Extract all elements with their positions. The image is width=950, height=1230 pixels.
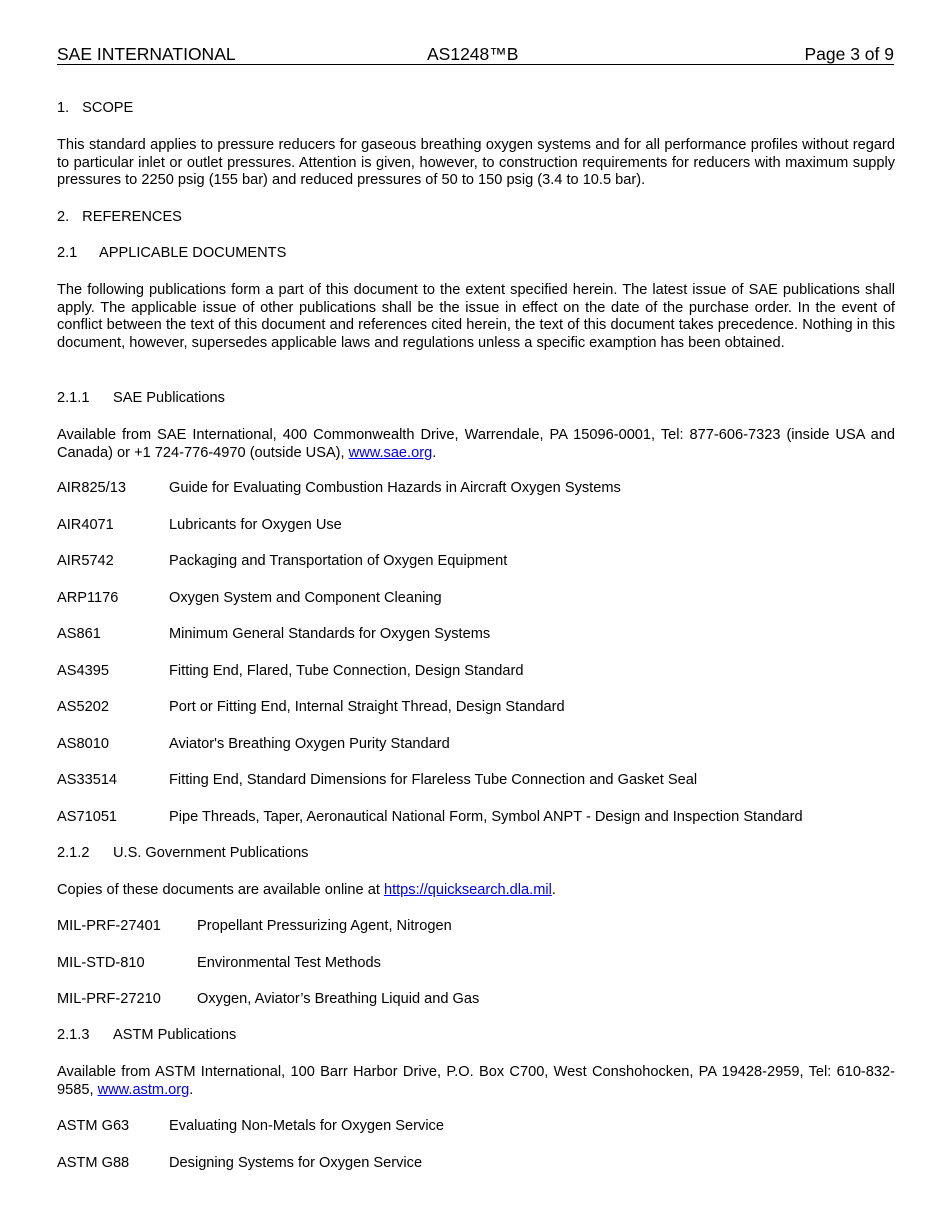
ref-code: AS861 [57, 626, 101, 642]
sae-availability-text: Available from SAE International, 400 Commonwealth Drive, Warrendale, PA 15096-0001, Tel: 877-606-7323 (inside USA and Canada) or +1 724-776-4970 (outside USA), [57, 427, 895, 461]
ref-code: MIL-STD-810 [57, 955, 145, 971]
ref-code: AS4395 [57, 663, 109, 679]
ref-code: AIR5742 [57, 553, 114, 569]
section-title: ASTM Publications [113, 1027, 237, 1043]
section-title: APPLICABLE DOCUMENTS [99, 245, 287, 261]
ref-code: ARP1176 [57, 590, 119, 606]
ref-title: Packaging and Transportation of Oxygen Equipment [169, 553, 508, 569]
sentence-end: . [432, 444, 437, 461]
sentence-end: . [189, 1081, 194, 1098]
ref-title: Pipe Threads, Taper, Aeronautical National Form, Symbol ANPT - Design and Inspection Standard [169, 809, 803, 825]
ref-code: MIL-PRF-27401 [57, 918, 161, 934]
ref-code: ASTM G63 [57, 1118, 130, 1134]
ref-title: Guide for Evaluating Combustion Hazards in Aircraft Oxygen Systems [169, 480, 621, 496]
section-title: SCOPE [82, 100, 134, 116]
ref-code: ASTM G88 [57, 1155, 130, 1171]
header-org: SAE INTERNATIONAL [57, 44, 236, 64]
ref-code: AS71051 [57, 809, 118, 825]
section-number: 2.1 [57, 245, 78, 261]
ref-title: Minimum General Standards for Oxygen Systems [169, 626, 491, 642]
ref-title: Aviator's Breathing Oxygen Purity Standard [169, 736, 450, 752]
section-title: SAE Publications [113, 390, 225, 406]
ref-title: Oxygen System and Component Cleaning [169, 590, 442, 606]
section-number: 1. [57, 100, 70, 116]
gov-availability-paragraph [57, 882, 895, 900]
ref-title: Fitting End, Flared, Tube Connection, Design Standard [169, 663, 524, 679]
section-number: 2.1.1 [57, 390, 90, 406]
gov-availability-text: Copies of these documents are available online at [57, 882, 384, 898]
section-2-heading [57, 209, 182, 227]
sae-website-link[interactable]: www.sae.org [348, 444, 433, 461]
section-2-1-1-heading [57, 390, 225, 408]
applicable-documents-paragraph: The following publications form a part of this document to the extent specified herein. The latest issue of SAE publications shall apply. The applicable issue of other publications shall be the issue in effect on the date of the purchase order. In the event of conflict between the text of this document and references cited herein, the text of this document takes precedence. Nothing in this document, however, supersedes applicable laws and regulations unless a specific examption has been obtained. [57, 282, 895, 351]
ref-title: Evaluating Non-Metals for Oxygen Service [169, 1118, 444, 1134]
section-1-heading [57, 100, 133, 118]
astm-website-link[interactable]: www.astm.org [97, 1081, 190, 1098]
page-header [57, 44, 894, 65]
ref-code: AIR825/13 [57, 480, 126, 496]
ref-title: Fitting End, Standard Dimensions for Flareless Tube Connection and Gasket Seal [169, 772, 698, 788]
astm-availability-paragraph [57, 1064, 895, 1099]
section-title: REFERENCES [82, 209, 182, 225]
ref-title: Designing Systems for Oxygen Service [169, 1155, 423, 1171]
ref-code: AIR4071 [57, 517, 114, 533]
ref-title: Environmental Test Methods [197, 955, 381, 971]
sae-availability-paragraph [57, 427, 895, 462]
section-2-1-2-heading [57, 845, 309, 863]
section-number: 2.1.3 [57, 1027, 90, 1043]
section-2-1-heading [57, 245, 287, 263]
ref-title: Propellant Pressurizing Agent, Nitrogen [197, 918, 452, 934]
section-number: 2.1.2 [57, 845, 90, 861]
quicksearch-link[interactable]: https://quicksearch.dla.mil [383, 882, 552, 898]
header-page-number: Page 3 of 9 [804, 44, 894, 64]
scope-paragraph: This standard applies to pressure reducers for gaseous breathing oxygen systems and for all performance profiles without regard to particular inlet or outlet pressures. Attention is given, however, to construction requirements for reducers with maximum supply pressures to 2250 psig (155 bar) and reduced pressures of 50 to 150 psig (3.4 to 10.5 bar). [57, 137, 895, 188]
astm-availability-text: Available from ASTM International, 100 Barr Harbor Drive, P.O. Box C700, West Conshohocken, PA 19428-2959, Tel: 610-832-9585, [57, 1064, 895, 1098]
ref-title: Port or Fitting End, Internal Straight Thread, Design Standard [169, 699, 565, 715]
header-doc-id: AS1248™B [427, 44, 519, 64]
ref-code: AS5202 [57, 699, 109, 715]
section-number: 2. [57, 209, 70, 225]
section-title: U.S. Government Publications [113, 845, 309, 861]
ref-code: MIL-PRF-27210 [57, 991, 161, 1007]
section-2-1-3-heading [57, 1027, 237, 1045]
ref-title: Lubricants for Oxygen Use [169, 517, 342, 533]
ref-title: Oxygen, Aviator’s Breathing Liquid and Gas [197, 991, 480, 1007]
sentence-end: . [551, 882, 556, 898]
ref-code: AS8010 [57, 736, 109, 752]
ref-code: AS33514 [57, 772, 118, 788]
